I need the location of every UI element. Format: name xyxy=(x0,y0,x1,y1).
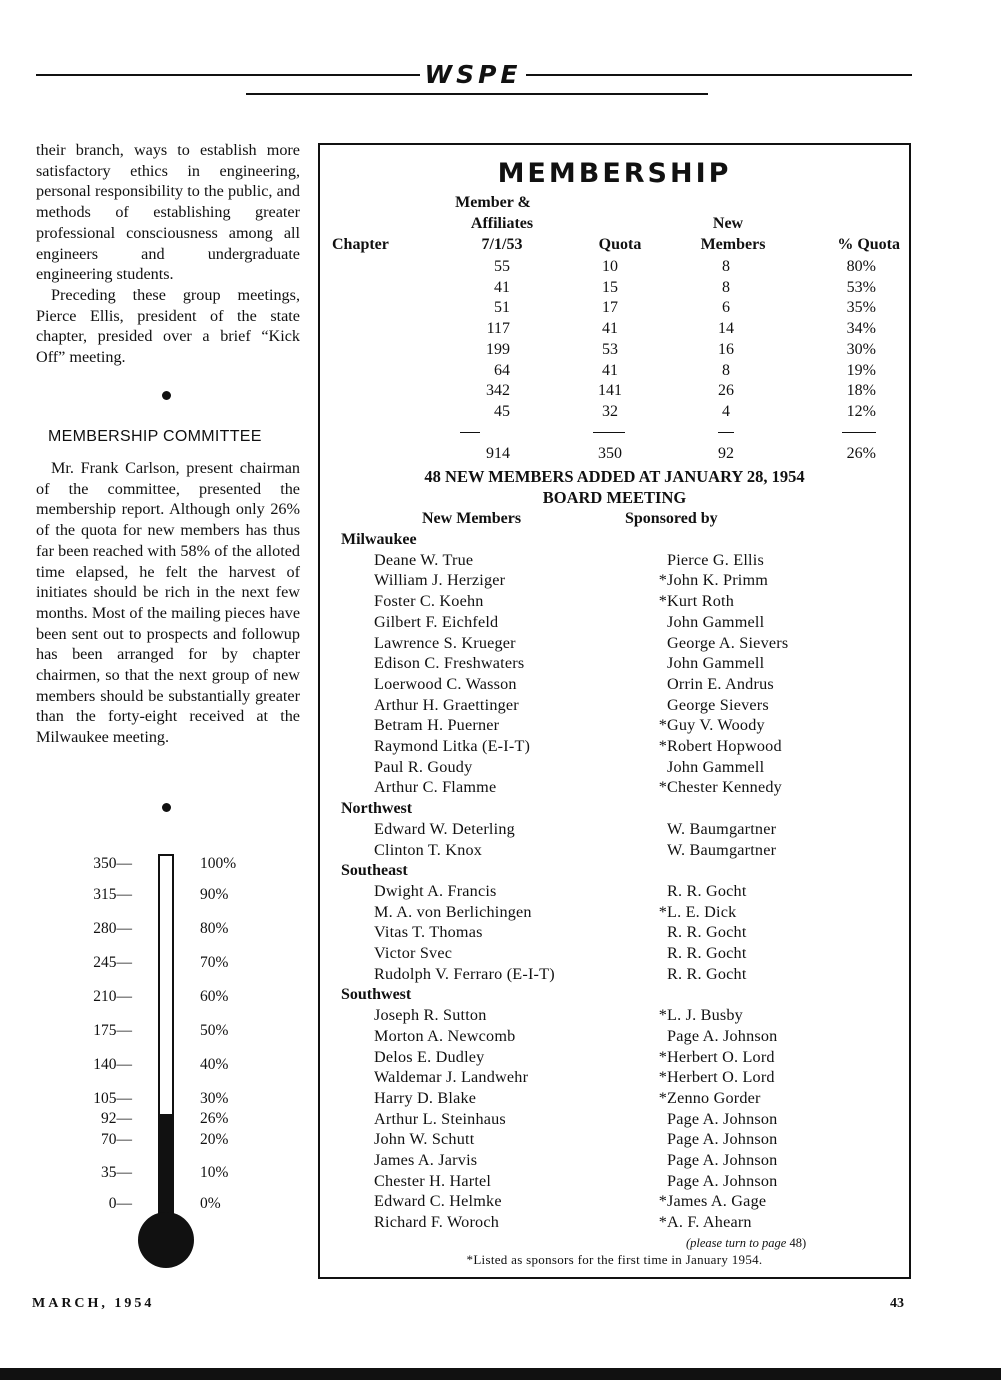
sponsor-name xyxy=(657,1129,777,1150)
first-time-sponsor-mark: * xyxy=(658,571,667,590)
member-name: Edward W. Deterling xyxy=(374,819,515,838)
chapter-row xyxy=(330,380,900,401)
sponsor-label: Herbert O. Lord xyxy=(667,1047,775,1066)
sponsor-name xyxy=(657,550,764,571)
bullet-dot xyxy=(162,803,171,812)
member-name: Loerwood C. Wasson xyxy=(374,674,517,693)
chapter-pct-quota: 80% xyxy=(846,258,876,275)
scale-value-tick: 140— xyxy=(93,1056,132,1073)
sponsor-name xyxy=(657,902,736,923)
member-name: Harry D. Blake xyxy=(374,1088,477,1107)
member-name: Chester H. Hartel xyxy=(374,1171,492,1190)
region-heading: Northwest xyxy=(341,800,413,818)
total-rule-new xyxy=(718,432,734,433)
sponsor-label: Robert Hopwood xyxy=(667,737,782,755)
scale-value-tick: 92— xyxy=(101,1110,132,1127)
sponsor-label: W. Baumgartner xyxy=(667,840,777,859)
chapter-quota: 141 xyxy=(598,382,622,400)
scale-percent-tick: 90% xyxy=(200,886,229,903)
member-name: Delos E. Dudley xyxy=(374,1047,485,1066)
member-name: Clinton T. Knox xyxy=(374,840,483,859)
scale-percent-tick: 20% xyxy=(200,1131,229,1148)
chapter-row xyxy=(330,401,900,422)
sponsor-label: John Gammell xyxy=(667,654,765,673)
member-name: Richard F. Woroch xyxy=(374,1213,500,1232)
scale-percent-tick: 40% xyxy=(200,1056,229,1073)
sponsor-label: L. E. Dick xyxy=(667,902,737,921)
sponsor-name xyxy=(657,840,776,861)
sponsor-name xyxy=(657,1212,752,1233)
member-name: Paul R. Goudy xyxy=(374,757,473,776)
sponsor-name xyxy=(657,591,734,612)
sponsor-name xyxy=(657,653,764,674)
sponsor-name xyxy=(657,922,747,943)
scale-percent-tick: 60% xyxy=(200,988,229,1005)
first-time-sponsor-mark: * xyxy=(658,592,667,611)
scale-percent-tick: 10% xyxy=(200,1164,229,1181)
chapter-members: 342 xyxy=(480,380,510,401)
totals-row xyxy=(330,443,900,464)
scale-percent-tick: 30% xyxy=(200,1090,229,1107)
announce-line2: BOARD MEETING xyxy=(542,488,687,507)
sponsor-name xyxy=(657,777,782,798)
first-time-sponsor-mark: * xyxy=(658,1047,667,1066)
header-title: WSPE xyxy=(424,60,522,89)
chapter-quota: 10 xyxy=(602,258,618,275)
chapter-pct-quota: 18% xyxy=(846,382,876,400)
scale-value-tick: 350— xyxy=(93,855,132,872)
bottom-bar xyxy=(0,1368,1001,1380)
chapter-row xyxy=(330,318,900,339)
sponsor-label: Chester Kennedy xyxy=(667,778,782,797)
sponsor-name xyxy=(657,819,776,840)
chapter-new-members: 26 xyxy=(718,382,734,400)
sponsor-label: Zenno Gorder xyxy=(667,1088,761,1107)
first-time-sponsor-mark: * xyxy=(658,1068,667,1087)
sponsor-label: James A. Gage xyxy=(667,1192,767,1211)
sponsor-name xyxy=(657,633,788,654)
scale-percent-tick: 100% xyxy=(200,855,237,872)
committee-paragraph: Mr. Frank Carlson, present chairman of the committee, presented the membership report. Although only 26% of the quota for new members has thus far been reached with 58% of the alloted time elapsed, he felt the harvest of initiates should be rich in the next few months. Most of the mailing pieces have been sent out to prospects and followup has been arranged for by chapter chairmen, so that the next group of new members should be substantially greater than the forty-eight received at the Milwaukee meeting. xyxy=(36,459,300,747)
region-heading: Southwest xyxy=(341,986,412,1004)
col-new-members: New Members xyxy=(422,510,522,527)
sponsor-label: Page A. Johnson xyxy=(667,1109,778,1128)
chapter-quota: 32 xyxy=(602,402,618,420)
chapter-new-members: 6 xyxy=(722,299,730,317)
member-name: Lawrence S. Krueger xyxy=(374,633,516,652)
scale-percent-tick: 50% xyxy=(200,1022,229,1039)
member-name: William J. Herziger xyxy=(374,571,506,590)
sponsor-label: A. F. Ahearn xyxy=(667,1213,752,1232)
member-name: John W. Schutt xyxy=(374,1130,475,1149)
sponsor-name xyxy=(657,1047,775,1068)
sponsor-name xyxy=(657,570,768,591)
sponsor-label: L. J. Busby xyxy=(667,1006,743,1025)
sponsor-label: Page A. Johnson xyxy=(667,1026,778,1045)
preceding-paragraph: Preceding these group meetings, Pierce Ellis, president of the state chapter, presided over a brief “Kick Off” meeting. xyxy=(36,285,300,367)
header-member-line1: Member & xyxy=(455,194,531,211)
sponsor-name xyxy=(657,1088,761,1109)
thermometer-bulb xyxy=(138,1212,194,1268)
sponsor-name xyxy=(657,1109,777,1130)
member-name: Deane W. True xyxy=(374,550,474,569)
sponsor-label: Page A. Johnson xyxy=(667,1171,778,1190)
announce-line1: 48 NEW MEMBERS ADDED AT JANUARY 28, 1954 xyxy=(424,467,805,486)
member-name: Dwight A. Francis xyxy=(374,881,497,900)
sponsor-name xyxy=(657,1005,743,1026)
total-quota: 350 xyxy=(598,445,622,462)
sponsor-label: Kurt Roth xyxy=(667,592,735,611)
member-name: Edison C. Freshwaters xyxy=(374,654,525,673)
sponsor-label: John Gammell xyxy=(667,612,765,631)
sponsor-label: R. R. Gocht xyxy=(667,944,747,962)
scale-value-tick: 175— xyxy=(93,1022,132,1039)
chapter-pct-quota: 30% xyxy=(846,340,876,358)
header-new-line2: Members xyxy=(700,236,766,253)
sponsor-label: John Gammell xyxy=(667,757,765,776)
sponsor-label: Page A. Johnson xyxy=(667,1130,778,1149)
chapter-pct-quota: 34% xyxy=(846,320,876,338)
total-pct: 26% xyxy=(846,445,876,462)
chapter-row xyxy=(330,360,900,381)
member-name: Morton A. Newcomb xyxy=(374,1026,516,1045)
sponsor-label: Guy V. Woody xyxy=(667,716,765,735)
sponsor-name xyxy=(657,695,769,716)
first-time-sponsor-mark: * xyxy=(658,1213,667,1232)
turn-page-note xyxy=(686,1236,806,1251)
sponsor-label: George A. Sievers xyxy=(667,633,789,652)
member-name: Betram H. Puerner xyxy=(374,716,500,735)
first-time-sponsor-mark: * xyxy=(658,716,667,735)
member-name: Arthur H. Graettinger xyxy=(374,695,519,714)
region-heading: Milwaukee xyxy=(341,531,417,548)
page-number: 43 xyxy=(890,1296,904,1311)
chapter-row xyxy=(330,277,900,298)
chapter-row xyxy=(330,339,900,360)
region-heading: Southeast xyxy=(341,862,408,880)
chapter-row xyxy=(330,256,900,277)
sponsor-name xyxy=(657,964,747,985)
member-name: Arthur L. Steinhaus xyxy=(374,1109,506,1128)
scale-value-tick: 105— xyxy=(93,1090,132,1107)
scale-percent-tick: 0% xyxy=(200,1195,221,1212)
chapter-members: 55 xyxy=(480,256,510,277)
first-time-sponsor-mark: * xyxy=(658,1088,667,1107)
sponsor-name xyxy=(657,715,765,736)
intro-paragraph: their branch, ways to establish more satisfactory ethics in engineering, personal responsibility to the public, and methods of establishing greater professional consciousness among all engineers and undergraduate engineering students. xyxy=(36,141,300,284)
scale-value-tick: 210— xyxy=(93,988,132,1005)
chapter-quota: 53 xyxy=(602,340,618,358)
member-name: Waldemar J. Landwehr xyxy=(374,1068,529,1087)
first-time-sponsor-mark: * xyxy=(658,778,667,797)
header-rule-right xyxy=(526,74,912,76)
left-column xyxy=(36,140,300,368)
sponsor-name xyxy=(657,674,774,695)
sponsor-name xyxy=(657,612,764,633)
chapter-quota: 41 xyxy=(602,361,618,379)
member-name: M. A. von Berlichingen xyxy=(374,902,532,921)
scale-value-tick: 280— xyxy=(93,920,132,937)
scale-percent-tick: 26% xyxy=(200,1110,229,1127)
member-name: Arthur C. Flamme xyxy=(374,778,497,797)
chapter-pct-quota: 35% xyxy=(846,299,876,317)
sponsor-label: Orrin E. Andrus xyxy=(667,674,774,693)
chapter-members: 64 xyxy=(480,360,510,381)
sponsor-name xyxy=(657,1026,777,1047)
member-name: Victor Svec xyxy=(374,944,453,962)
scale-value-tick: 35— xyxy=(101,1164,132,1181)
total-rule-members xyxy=(460,432,480,433)
header-rule-left xyxy=(36,74,420,76)
scale-value-tick: 70— xyxy=(101,1131,132,1148)
total-rule-quota xyxy=(593,432,625,433)
first-time-sponsor-mark: * xyxy=(658,902,667,921)
first-time-sponsor-mark: * xyxy=(658,1192,667,1211)
chapter-members: 117 xyxy=(480,318,510,339)
first-time-sponsor-mark: * xyxy=(658,1006,667,1025)
header-quota: Quota xyxy=(598,236,642,253)
header-new-line1: New xyxy=(712,215,744,232)
total-rule-pct xyxy=(842,432,876,433)
chapter-pct-quota: 19% xyxy=(846,361,876,379)
chapter-members: 51 xyxy=(480,297,510,318)
sponsor-name xyxy=(657,1150,777,1171)
chapter-members: 41 xyxy=(480,277,510,298)
chapter-quota: 15 xyxy=(602,278,618,296)
member-name: Raymond Litka (E-I-T) xyxy=(374,737,531,755)
sponsor-name xyxy=(657,1191,766,1212)
header-chapter: Chapter xyxy=(332,236,389,253)
scale-percent-tick: 80% xyxy=(200,920,229,937)
chapter-new-members: 4 xyxy=(722,402,730,420)
sponsor-name xyxy=(657,943,747,964)
committee-column xyxy=(36,458,300,748)
sponsor-label: Herbert O. Lord xyxy=(667,1068,775,1087)
sponsor-name xyxy=(657,736,782,757)
scale-value-tick: 245— xyxy=(93,954,132,971)
total-new: 92 xyxy=(718,445,734,462)
member-name: James A. Jarvis xyxy=(374,1151,478,1169)
chapter-new-members: 16 xyxy=(718,340,734,358)
sponsor-label: R. R. Gocht xyxy=(667,964,747,983)
chapter-quota: 41 xyxy=(602,320,618,338)
chapter-quota: 17 xyxy=(602,299,618,317)
scale-value-tick: 315— xyxy=(93,886,132,903)
member-name: Joseph R. Sutton xyxy=(374,1006,487,1025)
chapter-members: 199 xyxy=(480,339,510,360)
member-name: Edward C. Helmke xyxy=(374,1192,502,1211)
chapter-new-members: 8 xyxy=(722,258,730,275)
chapter-pct-quota: 12% xyxy=(846,402,876,420)
chapter-members: 45 xyxy=(480,401,510,422)
sponsor-label: George Sievers xyxy=(667,695,769,714)
member-name: Vitas T. Thomas xyxy=(374,923,483,942)
header-pct-quota: % Quota xyxy=(837,236,900,253)
chapter-pct-quota: 53% xyxy=(846,278,876,296)
sponsor-name xyxy=(657,1171,777,1192)
header-rule-under xyxy=(246,93,708,95)
footnote: *Listed as sponsors for the first time in January 1954. xyxy=(466,1252,763,1267)
committee-heading: MEMBERSHIP COMMITTEE xyxy=(48,428,262,445)
header-member-line2: Affiliates xyxy=(470,215,534,232)
membership-title: MEMBERSHIP xyxy=(497,158,732,189)
member-name: Gilbert F. Eichfeld xyxy=(374,612,499,631)
sponsor-label: John K. Primm xyxy=(667,571,769,590)
chapter-new-members: 8 xyxy=(722,361,730,379)
scale-value-tick: 0— xyxy=(108,1195,132,1212)
bullet-dot xyxy=(162,391,171,400)
col-sponsored-by: Sponsored by xyxy=(625,510,718,527)
member-name: Foster C. Koehn xyxy=(374,592,484,611)
chapter-new-members: 14 xyxy=(718,320,734,338)
sponsor-name xyxy=(657,1067,775,1088)
sponsor-label: R. R. Gocht xyxy=(667,881,747,900)
footer-date: MARCH, 1954 xyxy=(32,1296,155,1311)
scale-percent-tick: 70% xyxy=(200,954,229,971)
turn-text: (please turn to page xyxy=(686,1236,787,1250)
first-time-sponsor-mark: * xyxy=(658,737,667,755)
sponsor-label: Pierce G. Ellis xyxy=(667,550,764,569)
chapter-new-members: 8 xyxy=(722,278,730,296)
sponsor-name xyxy=(657,757,764,778)
total-members: 914 xyxy=(480,443,510,464)
turn-page-number: 48) xyxy=(789,1236,807,1250)
header-member-line3: 7/1/53 xyxy=(481,236,523,253)
chapter-row xyxy=(330,297,900,318)
sponsor-label: W. Baumgartner xyxy=(667,819,777,838)
sponsor-label: R. R. Gocht xyxy=(667,923,747,942)
sponsor-name xyxy=(657,881,747,902)
member-name: Rudolph V. Ferraro (E-I-T) xyxy=(374,964,555,983)
sponsor-label: Page A. Johnson xyxy=(667,1151,778,1169)
